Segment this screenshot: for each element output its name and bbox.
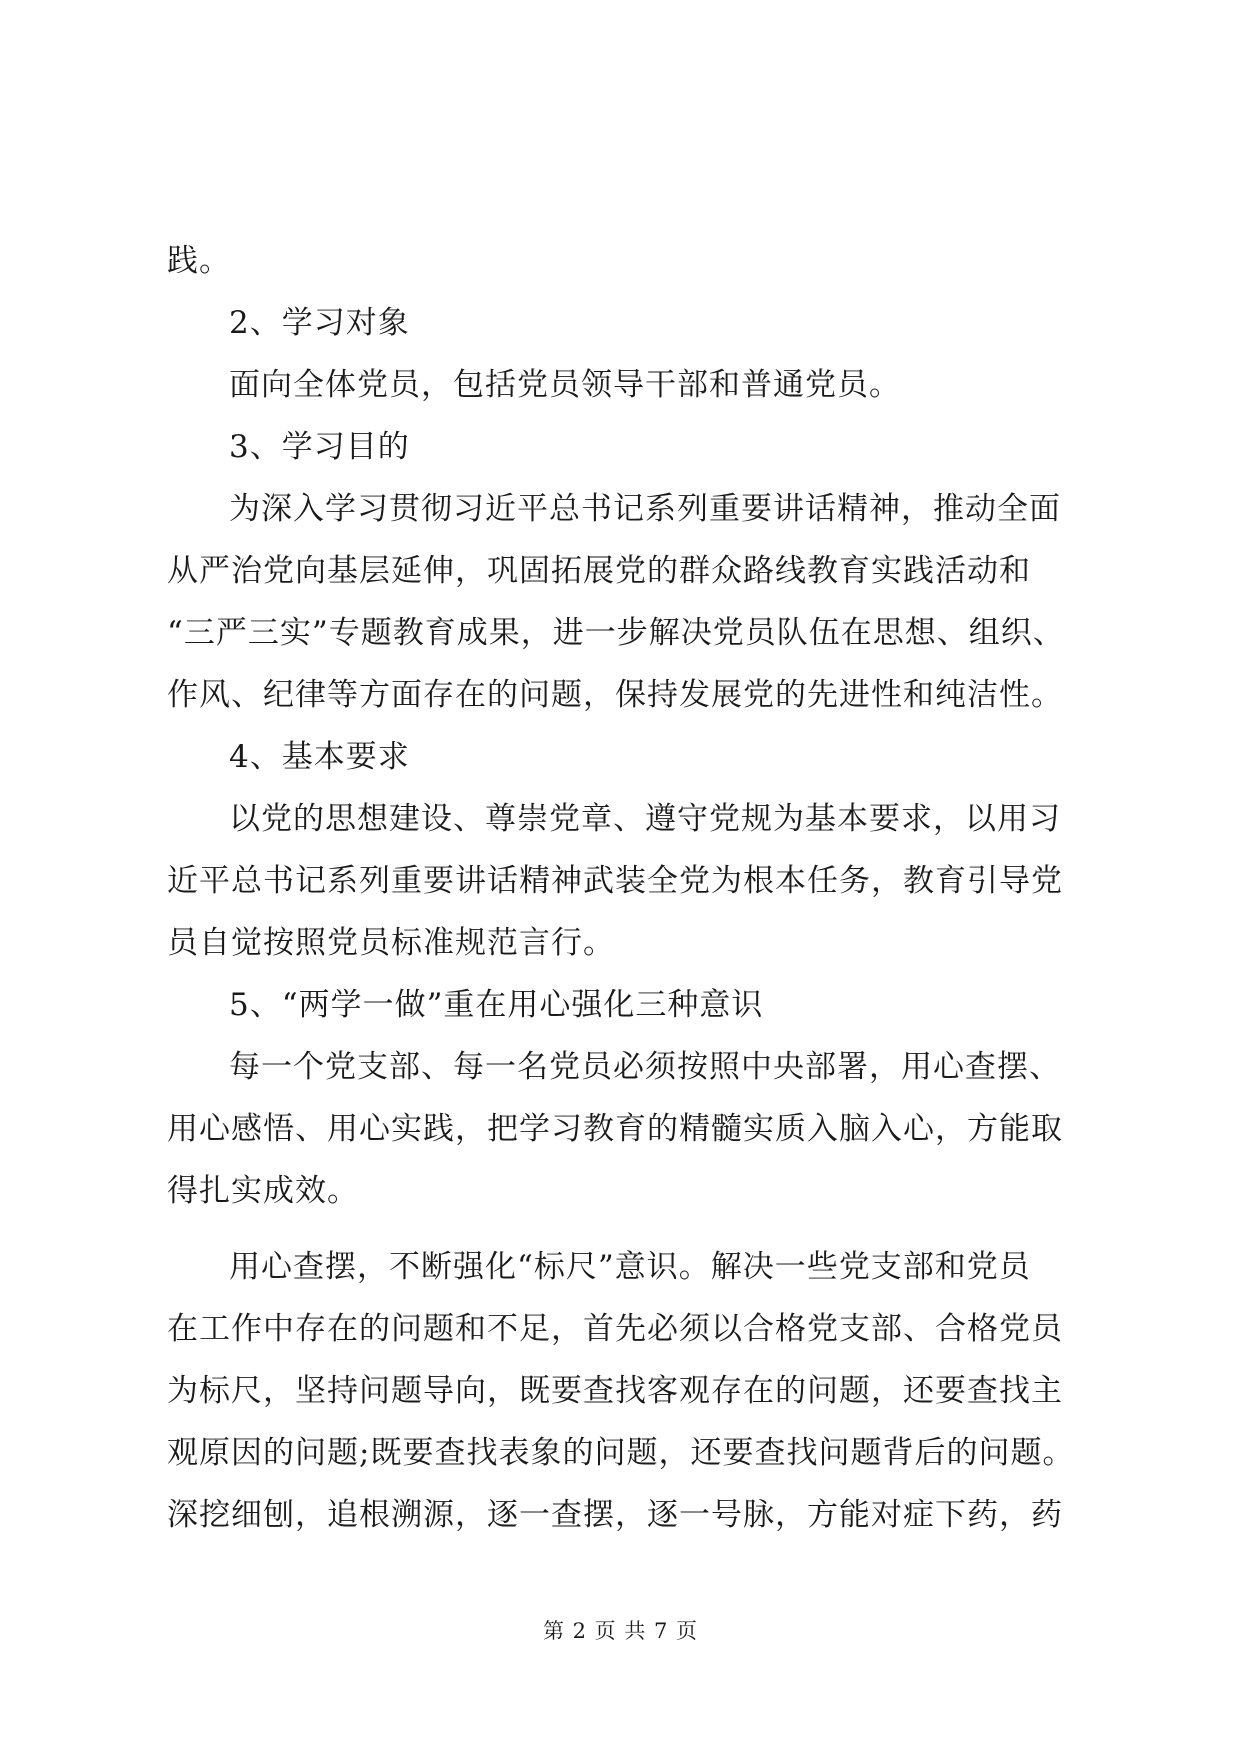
text-line: 面向全体党员，包括党员领导干部和普通党员。 (229, 367, 901, 403)
page-number-footer: 第 2 页 共 7 页 (542, 1619, 699, 1643)
text-line: 为深入学习贯彻习近平总书记系列重要讲话精神，推动全面 (229, 491, 1061, 527)
section-heading: 3、学习目的 (229, 429, 410, 465)
text-line: 作风、纪律等方面存在的问题，保持发展党的先进性和纯洁性。 (167, 677, 1063, 713)
text-line: 员自觉按照党员标准规范言行。 (167, 925, 615, 961)
section-heading: 5、“两学一做”重在用心强化三种意识 (229, 987, 764, 1023)
text-line: 以党的思想建设、尊崇党章、遵守党规为基本要求，以用习 (229, 801, 1061, 837)
document-body (167, 230, 1087, 1546)
text-line: 在工作中存在的问题和不足，首先必须以合格党支部、合格党员 (167, 1311, 1063, 1347)
text-line: 用心感悟、用心实践，把学习教育的精髓实质入脑入心，方能取 (167, 1111, 1063, 1147)
text-line: 深挖细刨，追根溯源，逐一查摆，逐一号脉，方能对症下药，药 (167, 1497, 1063, 1533)
text-line: 为标尺，坚持问题导向，既要查找客观存在的问题，还要查找主 (167, 1373, 1063, 1409)
text-line: 得扎实成效。 (167, 1173, 359, 1209)
text-line: 观原因的问题;既要查找表象的问题，还要查找问题背后的问题。 (167, 1435, 1075, 1471)
text-line: 用心查摆，不断强化“标尺”意识。解决一些党支部和党员 (229, 1249, 1031, 1285)
section-heading: 4、基本要求 (229, 739, 410, 775)
text-line: 践。 (167, 243, 231, 279)
text-line: “三严三实”专题教育成果，进一步解决党员队伍在思想、组织、 (167, 615, 1065, 651)
text-line: 从严治党向基层延伸，巩固拓展党的群众路线教育实践活动和 (167, 553, 1031, 589)
section-heading: 2、学习对象 (229, 305, 410, 341)
text-line: 每一个党支部、每一名党员必须按照中央部署，用心查摆、 (229, 1049, 1061, 1085)
text-line: 近平总书记系列重要讲话精神武装全党为根本任务，教育引导党 (167, 863, 1063, 899)
